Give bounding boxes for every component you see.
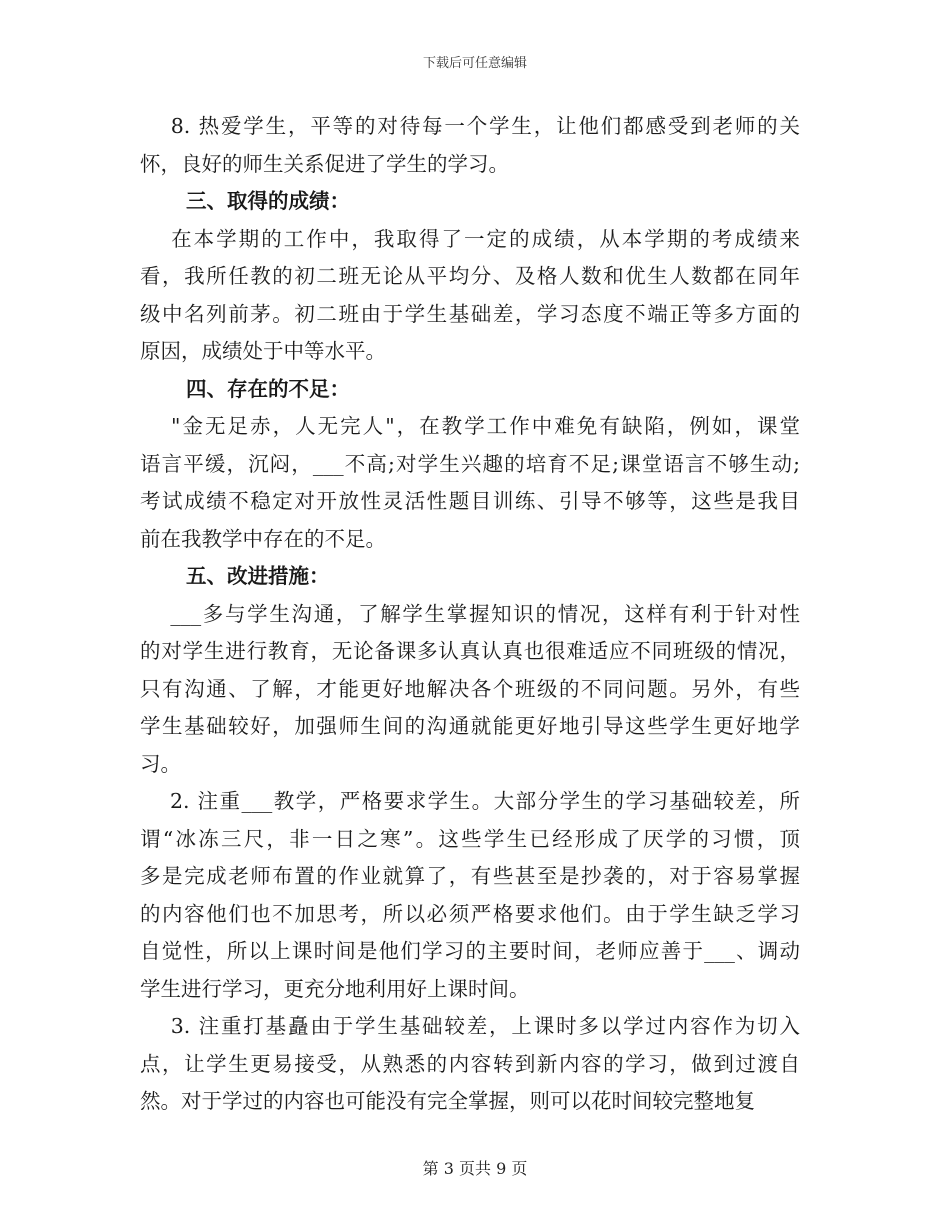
text-line: 看，我所任教的初二班无论从平均分、及格人数和优生人数都在同年 [140, 264, 800, 288]
section-heading: 三、取得的成绩： [186, 189, 350, 213]
paragraph [140, 1008, 800, 1121]
text-line: 多是完成老师布置的作业就算了，有些甚至是抄袭的，对于容易掌握 [140, 864, 800, 888]
text-line: 考试成绩不稳定对开放性灵活性题目训练、引导不够等，这些是我目 [140, 489, 800, 513]
text-line: 谓“冰冻三尺，非一日之寒”。这些学生已经形成了厌学的习惯，顶 [140, 826, 800, 851]
paragraph [140, 408, 800, 558]
text-line: 在本学期的工作中，我取得了一定的成绩，从本学期的考成绩来 [140, 226, 800, 251]
paragraph [140, 221, 800, 371]
page-header: 下载后可任意编辑 [422, 56, 527, 71]
text-line: 只有沟通、了解，才能更好地解决各个班级的不同问题。另外，有些 [140, 676, 800, 701]
text-line: 习。 [140, 751, 181, 776]
document-body [140, 108, 800, 1121]
text-line: 然。对于学过的内容也可能没有完全掌握，则可以花时间较完整地复 [140, 1089, 755, 1113]
text-line: 学生基础较好，加强师生间的沟通就能更好地引导这些学生更好地学 [140, 714, 800, 738]
text-line: 原因，成绩处于中等水平。 [140, 339, 386, 363]
text-line: 怀，良好的师生关系促进了学生的学习。 [140, 151, 509, 176]
paragraph [140, 108, 800, 183]
text-line: "金无足赤，人无完人"，在教学工作中难免有缺陷，例如，课堂 [140, 414, 800, 438]
section-heading: 五、改进措施： [186, 564, 330, 588]
page-footer: 第 3 页共 9 页 [422, 1159, 528, 1178]
text-line: 自觉性，所以上课时间是他们学习的主要时间，老师应善于___、调动 [140, 939, 800, 963]
paragraph [140, 783, 800, 1008]
text-line: 3. 注重打基矗由于学生基础较差，上课时多以学过内容作为切入 [140, 1014, 800, 1038]
section-heading: 四、存在的不足： [186, 376, 350, 401]
paragraph [140, 596, 800, 784]
text-line: 前在我教学中存在的不足。 [140, 526, 386, 551]
text-line: 8. 热爱学生，平等的对待每一个学生，让他们都感受到老师的关 [140, 114, 800, 138]
text-line: 学生进行学习，更充分地利用好上课时间。 [140, 976, 530, 1001]
text-line: 语言平缓，沉闷，___不高;对学生兴趣的培育不足;课堂语言不够生动; [140, 451, 800, 476]
text-line: 点，让学生更易接受，从熟悉的内容转到新内容的学习，做到过渡自 [140, 1051, 800, 1076]
text-line: 的对学生进行教育，无论备课多认真认真也很难适应不同班级的情况， [140, 639, 800, 663]
text-line: 的内容他们也不加思考，所以必须严格要求他们。由于学生缺乏学习 [140, 901, 800, 926]
text-line: 级中名列前茅。初二班由于学生基础差，学习态度不端正等多方面的 [140, 301, 800, 326]
text-line: 2. 注重___教学，严格要求学生。大部分学生的学习基础较差，所 [140, 789, 800, 813]
text-line: ___多与学生沟通，了解学生掌握知识的情况，这样有利于针对性 [140, 601, 800, 626]
